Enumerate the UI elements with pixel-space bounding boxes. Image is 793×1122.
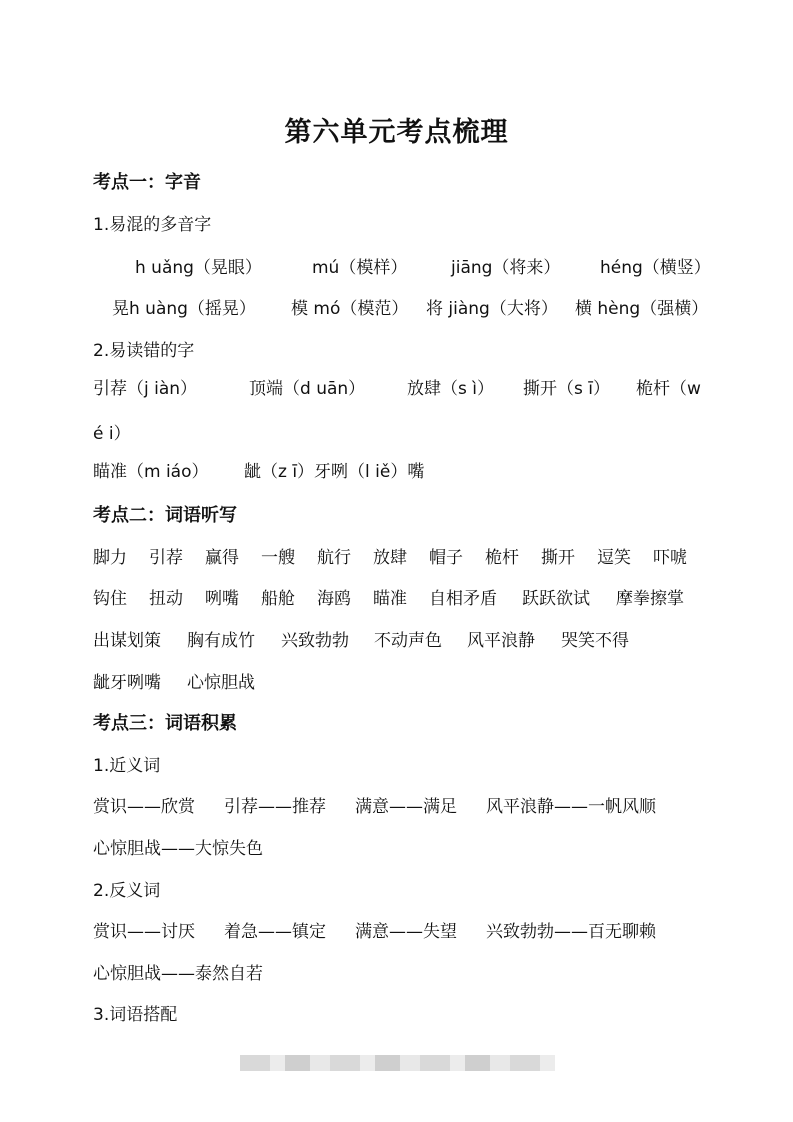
word: 船舱: [261, 589, 295, 609]
polyphone-row-2: [0, 294, 793, 318]
word: 放肆: [373, 548, 407, 568]
misread-item: 引荐（j iàn）: [93, 379, 198, 399]
word: 吓唬: [653, 548, 687, 568]
misread-item: 撕开（s ī）: [523, 379, 610, 399]
poly-item: h uǎng（晃眼）: [135, 258, 262, 278]
poly-item: 将 jiàng（大将）: [426, 299, 558, 319]
section3-heading: 考点三：词语积累: [93, 713, 237, 734]
poly-item: 模 mó（模范）: [291, 299, 409, 319]
synonym-row-2: 心惊胆战——大惊失色: [93, 839, 263, 859]
misread-row-1-continued: é i）: [93, 424, 131, 444]
misread-item: 桅杆（w: [636, 379, 701, 399]
word: 咧嘴: [205, 589, 239, 609]
word: 风平浪静: [467, 631, 535, 651]
poly-item: 横 hèng（强横）: [575, 299, 709, 319]
poly-item: 晃h uàng（摇晃）: [112, 299, 256, 319]
antonym-row-2: 心惊胆战——泰然自若: [93, 964, 263, 984]
misread-row-1: [0, 374, 793, 398]
poly-item: héng（横竖）: [600, 258, 711, 278]
word: 脚力: [93, 548, 127, 568]
word: 钩住: [93, 589, 127, 609]
word: 一艘: [261, 548, 295, 568]
section1-heading: 考点一：字音: [93, 172, 201, 193]
poly-item: jiāng（将来）: [451, 258, 561, 278]
antonym-pair: 满意——失望: [355, 922, 457, 942]
dictation-row-2: [0, 584, 793, 608]
section3-sub2: 2.反义词: [93, 881, 161, 901]
misread-item: 放肆（s ì）: [407, 379, 494, 399]
section1-sub2: 2.易读错的字: [93, 341, 195, 361]
antonym-pair: 着急——镇定: [224, 922, 326, 942]
word: 瞄准: [373, 589, 407, 609]
synonym-row-1: [0, 792, 793, 816]
antonym-row-1: [0, 917, 793, 941]
section3-sub1: 1.近义词: [93, 756, 161, 776]
dictation-row-1: [0, 543, 793, 567]
antonym-pair: 兴致勃勃——百无聊赖: [486, 922, 656, 942]
word: 兴致勃勃: [281, 631, 349, 651]
misread-row-2: [0, 457, 793, 481]
misread-item: 瞄准（m iáo）: [93, 462, 209, 482]
section3-sub3: 3.词语搭配: [93, 1005, 178, 1025]
word: 心惊胆战: [187, 673, 255, 693]
poly-item: mú（模样）: [312, 258, 408, 278]
polyphone-row-1: [0, 253, 793, 277]
word: 航行: [317, 548, 351, 568]
synonym-pair: 引荐——推荐: [224, 797, 326, 817]
section1-sub1: 1.易混的多音字: [93, 215, 212, 235]
word: 逗笑: [597, 548, 631, 568]
section2-heading: 考点二：词语听写: [93, 505, 237, 526]
word: 龇牙咧嘴: [93, 673, 161, 693]
word: 胸有成竹: [187, 631, 255, 651]
dictation-row-4: [0, 668, 793, 692]
word: 跃跃欲试: [522, 589, 590, 609]
page-title: 第六单元考点梳理: [284, 117, 509, 148]
dictation-row-3: [0, 626, 793, 650]
word: 哭笑不得: [561, 631, 629, 651]
antonym-pair: 赏识——讨厌: [93, 922, 195, 942]
misread-item: 龇（z ī）牙咧（l iě）嘴: [244, 462, 425, 482]
synonym-pair: 满意——满足: [355, 797, 457, 817]
word: 桅杆: [485, 548, 519, 568]
word: 帽子: [429, 548, 463, 568]
word: 摩拳擦掌: [616, 589, 684, 609]
word: 不动声色: [374, 631, 442, 651]
misread-item: 顶端（d uān）: [249, 379, 366, 399]
word: 撕开: [541, 548, 575, 568]
word: 海鸥: [317, 589, 351, 609]
word: 出谋划策: [93, 631, 161, 651]
word: 赢得: [205, 548, 239, 568]
word: 自相矛盾: [429, 589, 497, 609]
blurred-footer-watermark: [240, 1055, 555, 1071]
word: 扭动: [149, 589, 183, 609]
synonym-pair: 风平浪静——一帆风顺: [486, 797, 656, 817]
synonym-pair: 赏识——欣赏: [93, 797, 195, 817]
word: 引荐: [149, 548, 183, 568]
